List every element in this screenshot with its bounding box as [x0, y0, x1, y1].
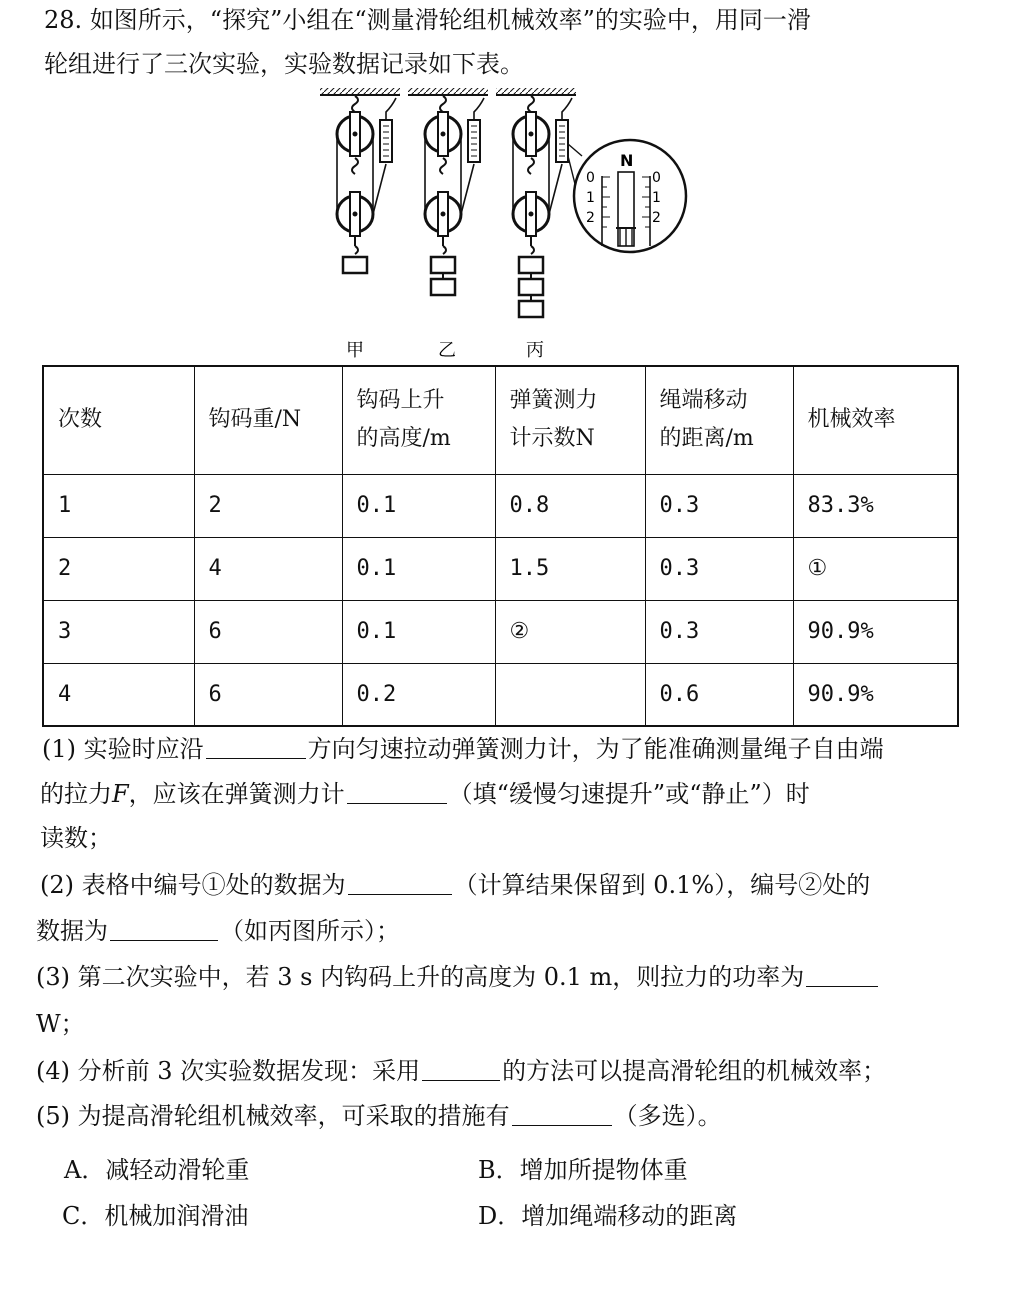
part-5-line1: (5) 为提高滑轮组机械效率，可采取的措施有 （多选）。: [36, 1102, 722, 1130]
figure-label-bing: 丙: [526, 340, 544, 361]
part-3-line1: (3) 第二次实验中，若 3 s 内钩码上升的高度为 0.1 m，则拉力的功率为: [36, 964, 880, 989]
table-row: [43, 663, 958, 726]
dial-tick-right-1: 1: [652, 190, 661, 206]
table-cell: 0.3: [645, 474, 793, 537]
table-cell: 3: [43, 600, 194, 663]
question-stem-line2: 轮组进行了三次实验，实验数据记录如下表。: [44, 50, 524, 78]
table-cell: 90.9%: [793, 600, 958, 663]
header-cell: 绳端移动 的距离/m: [645, 366, 793, 474]
answer-blank-4[interactable]: [422, 1058, 500, 1081]
answer-blank-1b[interactable]: [347, 781, 447, 804]
table-cell: 0.1: [342, 600, 495, 663]
option-a[interactable]: A．减轻动滑轮重: [64, 1156, 250, 1184]
table-header-row: [43, 366, 958, 474]
answer-blank-2b[interactable]: [110, 918, 218, 941]
table-row: [43, 600, 958, 663]
part-1-line1: (1) 实验时应沿 方向匀速拉动弹簧测力计，为了能准确测量绳子自由端: [42, 735, 884, 763]
table-cell: 83.3%: [793, 474, 958, 537]
pulley-figure: [300, 86, 700, 366]
table-cell: 0.3: [645, 600, 793, 663]
table-cell: 4: [194, 537, 342, 600]
table-cell: [495, 663, 645, 726]
dial-tick-left-1: 1: [586, 190, 595, 206]
table-cell: 6: [194, 600, 342, 663]
table-cell: 2: [43, 537, 194, 600]
data-table: [42, 365, 959, 727]
figure-label-jia: 甲: [346, 340, 364, 361]
dial-tick-left-0: 0: [586, 170, 595, 186]
figure-label-yi: 乙: [438, 340, 456, 361]
header-cell: 次数: [43, 366, 194, 474]
table-row: [43, 474, 958, 537]
part-1-line3: 读数；: [40, 824, 112, 852]
answer-blank-3[interactable]: [806, 964, 878, 987]
part-4-line1: (4) 分析前 3 次实验数据发现：采用 的方法可以提高滑轮组的机械效率；: [36, 1057, 887, 1085]
part-1-line2: 的拉力F，应该在弹簧测力计 （填“缓慢匀速提升”或“静止”）时: [40, 780, 810, 808]
answer-blank-2a[interactable]: [348, 872, 452, 895]
dial-tick-right-2: 2: [652, 210, 661, 226]
option-b[interactable]: B．增加所提物体重: [478, 1156, 688, 1184]
table-cell: 2: [194, 474, 342, 537]
table-cell: 4: [43, 663, 194, 726]
table-row: [43, 537, 958, 600]
table-cell: 0.6: [645, 663, 793, 726]
pulley-setup-jia: [320, 88, 400, 273]
question-stem-line1: [44, 8, 811, 32]
question-stem-text: 如图所示，“探究”小组在“测量滑轮组机械效率”的实验中，用同一滑: [89, 6, 811, 34]
pulley-setup-yi: [408, 88, 488, 295]
option-c[interactable]: C．机械加润滑油: [62, 1202, 249, 1230]
table-cell: 0.1: [342, 474, 495, 537]
table-cell: 0.1: [342, 537, 495, 600]
table-cell: 0.3: [645, 537, 793, 600]
answer-blank-1a[interactable]: [206, 736, 306, 759]
header-cell: 钩码重/N: [194, 366, 342, 474]
spring-scale-dial: [574, 140, 686, 252]
table-cell: 1: [43, 474, 194, 537]
answer-blank-5[interactable]: [512, 1103, 612, 1126]
dial-unit: N: [620, 151, 634, 170]
table-cell: 0.2: [342, 663, 495, 726]
dial-tick-right-0: 0: [652, 170, 661, 186]
pulley-setup-bing: [496, 88, 582, 317]
part-2-line2: 数据为 （如丙图所示）；: [36, 917, 400, 945]
table-cell: 1.5: [495, 537, 645, 600]
table-cell: ①: [793, 537, 958, 600]
table-cell: 0.8: [495, 474, 645, 537]
option-d[interactable]: D．增加绳端移动的距离: [478, 1202, 738, 1230]
table-cell: 6: [194, 663, 342, 726]
header-cell: 机械效率: [793, 366, 958, 474]
dial-tick-left-2: 2: [586, 210, 595, 226]
table-cell: ②: [495, 600, 645, 663]
part-3-line2: W；: [36, 1010, 85, 1038]
header-cell: 弹簧测力 计示数N: [495, 366, 645, 474]
table-cell: 90.9%: [793, 663, 958, 726]
question-number: 28.: [44, 6, 83, 34]
header-cell: 钩码上升 的高度/m: [342, 366, 495, 474]
part-2-line1: (2) 表格中编号①处的数据为 （计算结果保留到 0.1%），编号②处的: [40, 871, 871, 899]
